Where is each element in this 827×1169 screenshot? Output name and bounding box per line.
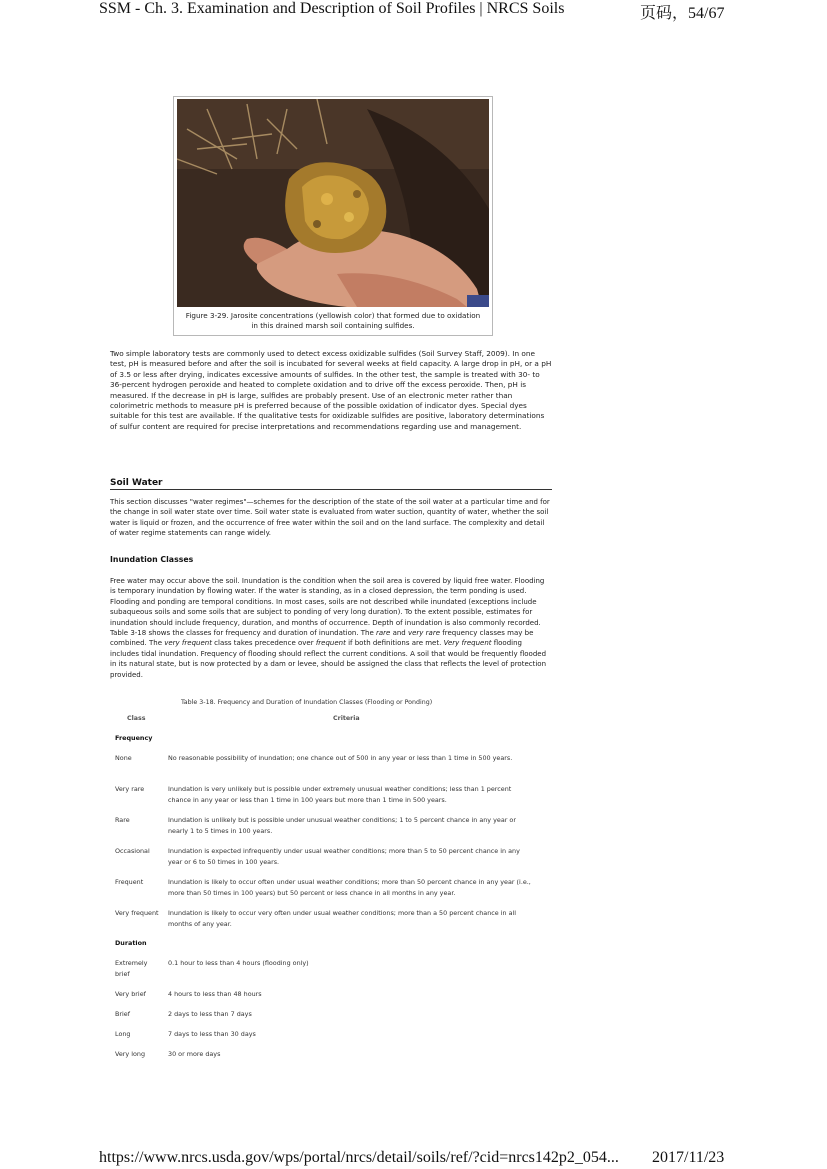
table-row-class: Very long	[115, 1050, 146, 1058]
table-row-criteria: Inundation is very unlikely but is possible under extremely unusual weather conditions; less than 1 percent chance in any year or less than 1 time in 100 years but more than 1 time in 500 years.	[168, 785, 512, 804]
print-header	[0, 0, 827, 22]
table-row-criteria: 0.1 hour to less than 4 hours (flooding only)	[168, 959, 309, 967]
table-row-class: Brief	[115, 1010, 130, 1018]
sulfide-tests-paragraph: Two simple laboratory tests are commonly used to detect excess oxidizable sulfides (Soil Survey Staff, 2009). In one test, pH is measured before and after the soil is incubated for several weeks at field capacity. A large drop in pH, or a pH of 3.5 or less after drying, indicates excessive amounts of sulfides. In the other test, the sample is treated with 30- to 36-percent hydrogen peroxide and heated to complete oxidation and to drive off the excess peroxide. Then, pH is measured. If the decrease in pH is large, sulfides are probably present. Use of an electronic meter rather than colorimetric methods to measure pH is preferred because of the possible oxidation of indicator dyes. Special dyes suitable for this test are available. If the qualitative tests for oxidizable sulfides are positive, laboratory determinations of sulfur content are required for precise interpretations and recommendations regarding use and management.	[110, 349, 552, 431]
table-row-class: Very frequent	[115, 909, 159, 917]
figure-caption	[174, 311, 492, 331]
caption-line-2: in this drained marsh soil containing sulfides.	[251, 321, 415, 330]
figure-3-29	[173, 96, 493, 336]
table-row-class: None	[115, 754, 132, 762]
table-row-criteria: 2 days to less than 7 days	[168, 1010, 252, 1018]
table-row-class: Rare	[115, 816, 130, 824]
subsection-title-inundation: Inundation Classes	[110, 555, 194, 564]
table-row-criteria: 30 or more days	[168, 1050, 221, 1058]
table-row-class: Very rare	[115, 785, 145, 793]
jarosite-photo	[177, 99, 489, 307]
column-header-criteria: Criteria	[333, 715, 360, 722]
table-row-criteria: Inundation is likely to occur often under usual weather conditions; more than 50 percent chance in any year (i.e., more than 50 times in 100 years) but 50 percent or less chance in all months in any year.	[168, 878, 531, 897]
column-header-class: Class	[127, 715, 146, 722]
table-row-class: Occasional	[115, 847, 150, 855]
table-row-criteria: Inundation is expected infrequently under usual weather conditions; more than 5 to 50 percent chance in any year or 6 to 50 times in 100 years.	[168, 847, 520, 866]
table-row-class: Extremely brief	[115, 959, 148, 978]
caption-line-1: Figure 3-29. Jarosite concentrations (yellowish color) that formed due to oxidation	[185, 311, 481, 320]
table-row-class: Very brief	[115, 990, 146, 998]
table-row-class: Frequent	[115, 878, 144, 886]
table-title: Table 3-18. Frequency and Duration of Inundation Classes (Flooding or Ponding)	[181, 699, 433, 706]
group-heading-frequency: Frequency	[115, 734, 153, 742]
soil-water-paragraph: This section discusses "water regimes"—schemes for the description of the state of the soil water at a particular time and for the change in soil water state over time. Soil water state is evaluated from water suction, quantity of water, whether the soil water is liquid or frozen, and the occurrence of free water within the soil and on the land surface. The complexity and detail of water regime statements can range widely.	[110, 498, 550, 538]
group-heading-duration: Duration	[115, 939, 147, 947]
document-title: SSM - Ch. 3. Examination and Description of Soil Profiles | NRCS Soils	[99, 0, 565, 17]
table-row-class: Long	[115, 1030, 131, 1038]
inundation-paragraph: Free water may occur above the soil. Inundation is the condition when the soil area is covered by liquid free water. Flooding is temporary inundation by flowing water. If the water is standing, as in a closed depression, the term ponding is used. Flooding and ponding are temporal conditions. In most cases, soils are not described while inundated (exceptions include subaqueous soils and some soils that are subject to ponding of very long duration). To the extent possible, estimates for inundation should include frequency, duration, and months of occurrence. Depth of inundation is also commonly recorded. Table 3-18 shows the classes for frequency and duration of inundation. The rare and very rare frequency classes may be combined. The very frequent class takes precedence over frequent if both definitions are met. Very frequent flooding includes tidal inundation. Frequency of flooding should reflect the current conditions. A soil that would be frequently flooded in its natural state, but is now protected by a dam or levee, should be assigned the class that reflects the level of protection provided.	[110, 577, 547, 679]
table-row-criteria: 4 hours to less than 48 hours	[168, 990, 262, 998]
table-row-criteria: 7 days to less than 30 days	[168, 1030, 256, 1038]
page-url: https://www.nrcs.usda.gov/wps/portal/nrcs/detail/soils/ref/?cid=nrcs142p2_054...	[99, 1149, 619, 1166]
table-row-criteria: Inundation is likely to occur very often under usual weather conditions; more than a 50 percent chance in all months of any year.	[168, 909, 517, 928]
table-row-criteria: No reasonable possibility of inundation; one chance out of 500 in any year or less than 1 time in 500 years.	[168, 754, 513, 762]
print-date: 2017/11/23	[652, 1149, 725, 1166]
section-title-soil-water: Soil Water	[110, 478, 552, 490]
table-row-criteria: Inundation is unlikely but is possible under unusual weather conditions; 1 to 5 percent chance in any year or nearly 1 to 5 times in 100 years.	[168, 816, 516, 835]
page-number: 页码，54/67	[640, 5, 725, 22]
